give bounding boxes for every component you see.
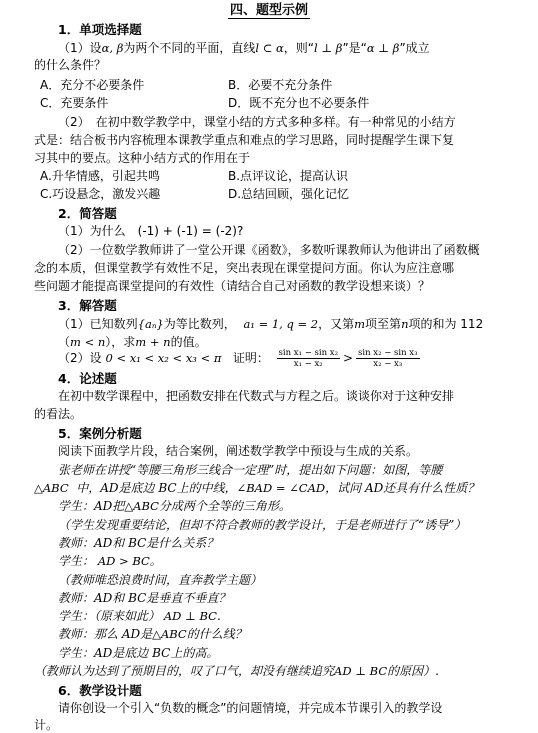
dialogue-final-note: （教师认为达到了预期目的，叹了口气，却没有继续追究AD ⊥ BC的原因）. — [34, 664, 439, 678]
question-1-1-line-2: 的什么条件？ — [34, 58, 107, 72]
section-heading-single-choice: 1．单项选择题 — [58, 22, 142, 37]
dialogue-student-1: 学生：AD把△ABC分成两个全等的三角形。 — [58, 499, 291, 513]
option-2-a: A.升华情感，引起共鸣 — [40, 169, 160, 183]
lesson-design-line-2: 计。 — [34, 718, 59, 732]
option-a: A．充分不必要条件 — [40, 78, 145, 92]
essay-line-1: 在初中数学课程中，把函数安排在代数式与方程之后。谈谈你对于这种安排 — [58, 389, 455, 403]
section-heading-essay: 4．论述题 — [58, 371, 117, 386]
section-heading-short-answer: 2．简答题 — [58, 206, 117, 221]
question-2-2-line-1: （2）一位数学教师讲了一堂公开课《函数》，多数听课教师认为他讲出了函数概 — [58, 243, 480, 257]
dialogue-student-3: 学生：（原来如此） AD ⊥ BC. — [58, 609, 221, 623]
option-2-d: D.总结回顾，强化记忆 — [228, 187, 350, 201]
page-title: 四、题型示例 — [229, 3, 308, 18]
section-heading-solution: 3．解答题 — [58, 298, 117, 313]
fraction-left: $\frac{\text{sin x₁ − sin x₂}}{\text{x₁ − x₂}}$ — [278, 348, 338, 369]
question-1-2-line-3: 习其中的要点。这种小结方式的作用在于 — [34, 151, 251, 165]
option-2-b: B.点评议论，提高认识 — [228, 169, 349, 183]
fraction-right: $\frac{\text{sin x₂ − sin x₃}}{\text{x₂ − x₃}}$ — [358, 348, 418, 369]
dialogue-teacher-1: 教师：AD和 BC是什么关系？ — [58, 536, 219, 550]
dialogue-student-2: 学生： AD > BC。 — [58, 554, 162, 568]
option-d: D．既不充分也不必要条件 — [228, 96, 370, 110]
dialogue-teacher-3: 教师：那么 AD是△ABC的什么线？ — [58, 627, 247, 641]
option-c: C．充要条件 — [40, 96, 109, 110]
case-intro: 阅读下面教学片段，结合案例，阐述数学教学中预设与生成的关系。 — [58, 444, 419, 458]
question-3-2: （2）设 0 < x₁ < x₂ < x₃ < π 证明： $\frac{\text{sin x₁ − sin x₂}}{\text{x₁ − x₂}}$ > $\frac{\text{sin x₂ − sin x₃}}{\text{x₂ − x₃}}$ — [58, 348, 418, 369]
question-2-1: （1）为什么 (-1) + (-1) = (-2)? — [58, 224, 244, 238]
question-1-2-line-1: （2） 在初中数学教学中，课堂小结的方式多种多样。有一种常见的小结方 — [58, 115, 456, 129]
section-heading-case-analysis: 5．案例分析题 — [58, 426, 142, 441]
lesson-design-line-1: 请你创设一个引入“负数的概念”的问题情境，并完成本节课引入的教学设 — [58, 701, 443, 715]
question-2-2-line-3: 些问题才能提高课堂提问的有效性（请结合自己对函数的教学设想来谈）？ — [34, 279, 431, 293]
greater-than-sign: > — [342, 351, 354, 365]
dialogue-teacher-2: 教师：AD和 BC是垂直不垂直？ — [58, 591, 231, 605]
question-2-2-line-2: 念的本质，但课堂教学有效性不足，突出表现在课堂提问方面。你认为应注意哪 — [34, 261, 455, 275]
case-paragraph-line-2: △ABC 中，AD是底边 BC上的中线，∠BAD = ∠CAD，试问 AD还具有什么性质？ — [34, 481, 480, 495]
essay-line-2: 的看法。 — [34, 407, 83, 421]
section-heading-lesson-design: 6．教学设计题 — [58, 683, 142, 698]
dialogue-note-2: （教师唯恐浪费时间，直奔教学主题） — [58, 573, 263, 587]
option-b: B．必要不充分条件 — [228, 78, 333, 92]
option-2-c: C.巧设悬念，激发兴趣 — [40, 187, 161, 201]
dialogue-student-4: 学生：AD是底边 BC上的高。 — [58, 646, 219, 660]
dialogue-note-1: （学生发现重要结论，但却不符合教师的教学设计，于是老师进行了“诱导”） — [58, 518, 467, 532]
case-paragraph-line-1: 张老师在讲授“等腰三角形三线合一定理”时，提出如下问题：如图，等腰 — [58, 463, 443, 477]
question-3-1-line-1: （1）已知数列{aₙ}为等比数列， a₁ = 1, q = 2，又第m项至第n项的和为 112 — [58, 317, 484, 331]
question-3-1-line-2: （m < n），求m + n的值。 — [58, 335, 207, 349]
question-1-2-line-2: 式是：结合板书内容梳理本课教学重点和难点的学习思路，同时提醒学生课下复 — [34, 133, 455, 147]
question-1-1-line-1: （1）设α, β为两个不同的平面，直线l ⊂ α，则“l ⊥ β”是“α ⊥ β”成立 — [58, 41, 430, 55]
